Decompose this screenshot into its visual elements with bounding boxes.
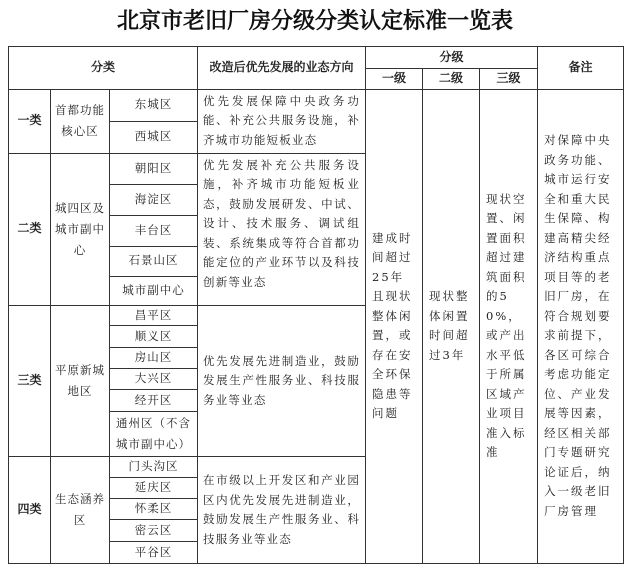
header-remarks: 备注 bbox=[538, 47, 624, 90]
remarks-cell: 对保障中央政务功能、城市运行安全和重大民生保障、构建高精尖经济结构重点项目等的老旧厂房，在符合规划要求前提下，各区可综合考虑功能定位、产业发展等因素，经区相关部门专题研究论证后，纳入一级老旧厂房管理 bbox=[538, 89, 624, 564]
header-level2: 二级 bbox=[423, 69, 480, 90]
category-area: 首都功能核心区 bbox=[51, 89, 110, 153]
classification-table bbox=[8, 46, 624, 564]
district-cell: 大兴区 bbox=[110, 369, 198, 390]
level2-criteria: 现状整体闲置时间超过3年 bbox=[423, 89, 480, 564]
district-cell: 房山区 bbox=[110, 348, 198, 369]
district-cell: 怀柔区 bbox=[110, 499, 198, 520]
district-cell: 昌平区 bbox=[110, 305, 198, 326]
category-label: 三类 bbox=[9, 305, 51, 457]
header-level1: 一级 bbox=[366, 69, 423, 90]
district-cell: 东城区 bbox=[110, 89, 198, 121]
page-title: 北京市老旧厂房分级分类认定标准一览表 bbox=[116, 8, 513, 34]
category-label: 四类 bbox=[9, 457, 51, 564]
district-cell: 石景山区 bbox=[110, 246, 198, 276]
district-cell: 经开区 bbox=[110, 390, 198, 412]
level1-criteria: 建成时间超过25年且现状整体闲置，或存在安全环保隐患等问题 bbox=[366, 89, 423, 564]
header-category: 分类 bbox=[9, 47, 198, 90]
direction-cell: 优先发展先进制造业，鼓励发展生产性服务业、科技服务业等业态 bbox=[198, 305, 366, 457]
category-area: 生态涵养区 bbox=[51, 457, 110, 564]
district-cell: 海淀区 bbox=[110, 184, 198, 215]
district-cell: 朝阳区 bbox=[110, 153, 198, 184]
district-cell: 城市副中心 bbox=[110, 276, 198, 305]
header-grading: 分级 bbox=[366, 47, 538, 69]
direction-cell: 优先发展保障中央政务功能、补充公共服务设施，补齐城市功能短板业态 bbox=[198, 89, 366, 153]
district-cell: 平谷区 bbox=[110, 542, 198, 564]
direction-cell: 优先发展补充公共服务设施，补齐城市功能短板业态，鼓励发展研发、中试、设计、技术服务、调试组装、系统集成等符合首都功能定位的产业环节以及科技创新等业态 bbox=[198, 153, 366, 305]
category-area: 城四区及城市副中心 bbox=[51, 153, 110, 305]
category-label: 二类 bbox=[9, 153, 51, 305]
district-cell: 延庆区 bbox=[110, 478, 198, 499]
level3-criteria: 现状空置、闲置面积超过建筑面积的50%，或产出水平低于所属区域产业项目准入标准 bbox=[480, 89, 538, 564]
district-cell: 门头沟区 bbox=[110, 457, 198, 478]
district-cell: 通州区（不含城市副中心） bbox=[110, 412, 198, 457]
header-level3: 三级 bbox=[480, 69, 538, 90]
direction-cell: 在市级以上开发区和产业园区内优先发展先进制造业，鼓励发展生产性服务业、科技服务业等业态 bbox=[198, 457, 366, 564]
district-cell: 西城区 bbox=[110, 121, 198, 153]
district-cell: 密云区 bbox=[110, 520, 198, 542]
district-cell: 丰台区 bbox=[110, 215, 198, 246]
category-label: 一类 bbox=[9, 89, 51, 153]
district-cell: 顺义区 bbox=[110, 326, 198, 348]
header-direction: 改造后优先发展的业态方向 bbox=[198, 47, 366, 90]
category-area: 平原新城地区 bbox=[51, 305, 110, 457]
